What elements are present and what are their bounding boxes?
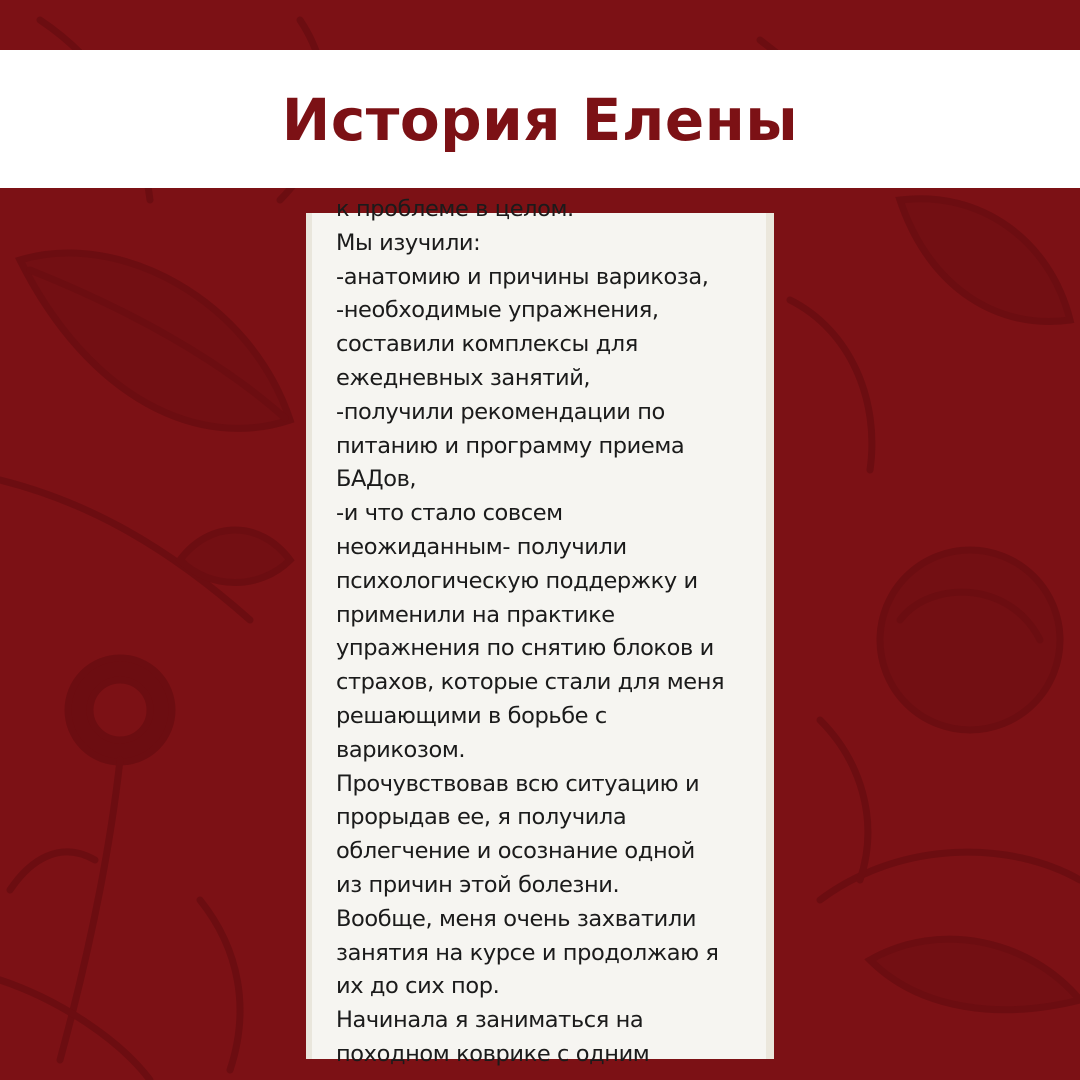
- message-line: их до сих пор.: [336, 973, 500, 1000]
- message-line: ежедневных занятий,: [336, 364, 591, 391]
- message-line: занятия на курсе и продолжаю я: [336, 939, 719, 966]
- message-line: -анатомию и причины варикоза,: [336, 263, 709, 290]
- message-line: Мы изучили:: [336, 229, 481, 256]
- message-line: к проблеме в целом.: [336, 196, 574, 222]
- chat-message-screenshot: [306, 196, 774, 1067]
- message-line: прорыдав ее, я получила: [336, 804, 627, 831]
- message-line: неожиданным- получили: [336, 533, 627, 560]
- title-banner: [0, 50, 1080, 188]
- message-line: составили комплексы для: [336, 331, 638, 358]
- message-line: решающими в борьбе с: [336, 702, 607, 729]
- message-line: упражнения по снятию блоков и: [336, 635, 714, 662]
- page-title: История Елены: [281, 86, 799, 154]
- message-line: страхов, которые стали для меня: [336, 669, 725, 696]
- message-line: из причин этой болезни.: [336, 871, 620, 898]
- message-line: облегчение и осознание одной: [336, 838, 695, 865]
- message-line: -и что стало совсем: [336, 500, 563, 527]
- message-line: походном коврике с одним: [336, 1040, 650, 1067]
- message-line: варикозом.: [336, 736, 466, 763]
- message-line: применили на практике: [336, 601, 615, 628]
- message-line: питанию и программу приема: [336, 432, 685, 459]
- message-line: -необходимые упражнения,: [336, 297, 659, 324]
- message-line: Прочувствовав всю ситуацию и: [336, 770, 700, 797]
- message-line: -получили рекомендации по: [336, 398, 665, 425]
- message-line: Вообще, меня очень захватили: [336, 905, 697, 932]
- message-line: психологическую поддержку и: [336, 567, 698, 594]
- message-line: Начинала я заниматься на: [336, 1007, 644, 1034]
- message-line: БАДов,: [336, 466, 417, 493]
- message-text: [336, 193, 766, 1072]
